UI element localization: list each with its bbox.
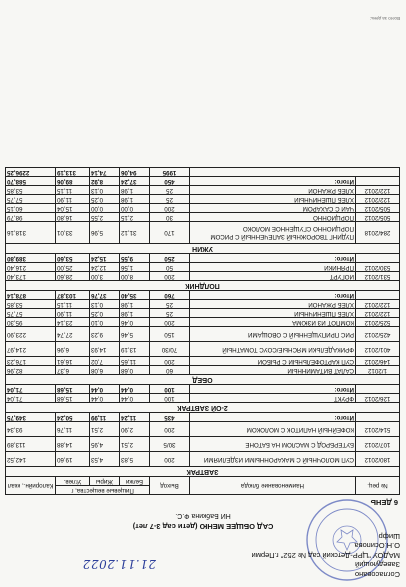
day-label: 6 ДЕНЬ xyxy=(370,498,398,507)
dish-yield: 200 xyxy=(150,452,190,467)
table-row xyxy=(6,222,400,244)
dish-kcal: 82,96 xyxy=(6,366,56,375)
total-protein: 35,40 xyxy=(120,291,150,300)
dish-fat: 0,00 xyxy=(90,204,120,213)
signature-date: 21.11.2022 xyxy=(82,557,156,571)
total-kcal: 349,75 xyxy=(6,413,56,422)
dish-protein: 13,19 xyxy=(120,342,150,357)
table-row xyxy=(6,186,400,195)
meal-header-row xyxy=(6,281,400,291)
total-label: Итого: xyxy=(190,385,356,394)
header-kcal: Калорийн., ккал xyxy=(6,477,56,495)
recipe-number: 505/2012 xyxy=(356,213,400,222)
meal-title: ПОЛДНИК xyxy=(6,281,400,291)
grand-total-yield: 1995 xyxy=(150,168,190,177)
dish-yield: 25 xyxy=(150,309,190,318)
dish-name: ПУДИНГ ТВОРОЖНЫЙ ЗАПЕЧЕННЫЙ С РИСОМ ПОРЦИОННО СГУЩЕННОЕ МОЛОКО xyxy=(190,222,356,244)
dish-carbs: 11,90 xyxy=(56,309,90,318)
dish-yield: 170 xyxy=(150,222,190,244)
total-spacer xyxy=(356,254,400,263)
total-spacer xyxy=(356,413,400,422)
dish-fat: 6,08 xyxy=(90,366,120,375)
meal-header-row xyxy=(6,467,400,477)
dish-name: ХЛЕБ ПШЕНИЧНЫЙ xyxy=(190,195,356,204)
table-row xyxy=(6,452,400,467)
dish-fat: 7,02 xyxy=(90,357,120,366)
dish-carbs: 25,00 xyxy=(56,263,90,272)
total-fat: 37,76 xyxy=(90,291,120,300)
recipe-number: 525/2012 xyxy=(356,318,400,327)
dish-carbs: 28,60 xyxy=(56,272,90,281)
total-yield: 250 xyxy=(150,254,190,263)
dish-yield: 60 xyxy=(150,366,190,375)
meal-header-row xyxy=(6,375,400,385)
recipe-number: 531/2012 xyxy=(356,272,400,281)
table-row xyxy=(6,327,400,342)
meal-title: 2-ОЙ ЗАВТРАК xyxy=(6,403,400,413)
total-fat: 15,24 xyxy=(90,254,120,263)
dish-kcal: 318,16 xyxy=(6,222,56,244)
dish-yield: 30/5 xyxy=(150,437,190,452)
nutritionist-name: НИ Бабкина Ф.С. xyxy=(175,512,231,519)
meal-total-row xyxy=(6,254,400,263)
total-kcal: 878,14 xyxy=(6,291,56,300)
table-row xyxy=(6,309,400,318)
total-kcal: 389,80 xyxy=(6,254,56,263)
dish-kcal: 60,15 xyxy=(6,204,56,213)
dish-kcal: 113,89 xyxy=(6,437,56,452)
meal-header-row xyxy=(6,403,400,413)
meal-header-row xyxy=(6,244,400,254)
table-row xyxy=(6,195,400,204)
dish-kcal: 223,90 xyxy=(6,327,56,342)
recipe-number: 122/2012 xyxy=(356,186,400,195)
dish-kcal: 176,23 xyxy=(6,357,56,366)
total-protein: 37,24 xyxy=(120,177,150,186)
recipe-number: 126/2012 xyxy=(356,394,400,403)
recipe-number: 122/2012 xyxy=(356,309,400,318)
recipe-number: 530/2012 xyxy=(356,263,400,272)
dish-fat: 0,10 xyxy=(90,318,120,327)
dish-yield: 200 xyxy=(150,272,190,281)
dish-kcal: 57,75 xyxy=(6,195,56,204)
dish-name: ХЛЕБ РЖАНОЙ xyxy=(190,300,356,309)
dish-protein: 1,98 xyxy=(120,186,150,195)
total-yield: 450 xyxy=(150,177,190,186)
recipe-number: 146/2012 xyxy=(356,357,400,366)
total-yield: 435 xyxy=(150,413,190,422)
dish-fat: 12,24 xyxy=(90,263,120,272)
dish-kcal: 216,40 xyxy=(6,263,56,272)
total-fat: 11,99 xyxy=(90,413,120,422)
meal-title: ЗАВТРАК xyxy=(6,467,400,477)
meal-total-row xyxy=(6,177,400,186)
recipe-number: 284/2018 xyxy=(356,222,400,244)
recipe-number: 401/2012 xyxy=(356,342,400,357)
dish-fat: 14,93 xyxy=(90,342,120,357)
table-row xyxy=(6,437,400,452)
dish-name: ПРЯНИКИ xyxy=(190,263,356,272)
table-row xyxy=(6,357,400,366)
dish-carbs: 11,90 xyxy=(56,195,90,204)
approval-block xyxy=(230,532,400,580)
table-row xyxy=(6,300,400,309)
recipe-number: 122/2012 xyxy=(356,195,400,204)
grand-total-protein: 94,06 xyxy=(120,168,150,177)
total-protein: 11,24 xyxy=(120,413,150,422)
dish-protein: 11,65 xyxy=(120,357,150,366)
dish-carbs: 11,76 xyxy=(56,422,90,437)
total-protein: 9,55 xyxy=(120,254,150,263)
dish-fat: 3,00 xyxy=(90,272,120,281)
meal-total-row xyxy=(6,385,400,394)
dish-kcal: 57,75 xyxy=(6,309,56,318)
dish-fat: 9,23 xyxy=(90,327,120,342)
table-row xyxy=(6,366,400,375)
dish-yield: 25 xyxy=(150,186,190,195)
dish-carbs: 27,74 xyxy=(56,327,90,342)
table-row xyxy=(6,204,400,213)
dish-carbs: 15,68 xyxy=(56,394,90,403)
total-spacer xyxy=(356,177,400,186)
total-carbs: 89,06 xyxy=(56,177,90,186)
approval-line: О.Н.Осипова xyxy=(354,541,400,551)
dish-carbs: 23,14 xyxy=(56,318,90,327)
total-protein: 0,44 xyxy=(120,385,150,394)
total-fat: 0,44 xyxy=(90,385,120,394)
dish-protein: 2,90 xyxy=(120,422,150,437)
dish-kcal: 71,04 xyxy=(6,394,56,403)
dish-name: ХЛЕБ РЖАНОЙ xyxy=(190,186,356,195)
dish-kcal: 93,34 xyxy=(6,422,56,437)
dish-kcal: 95,30 xyxy=(6,318,56,327)
dish-kcal: 53,85 xyxy=(6,300,56,309)
dish-fat: 0,13 xyxy=(90,186,120,195)
recipe-number: 425/2012 xyxy=(356,327,400,342)
dish-kcal: 142,52 xyxy=(6,452,56,467)
table-row xyxy=(6,318,400,327)
dish-yield: 25 xyxy=(150,300,190,309)
dish-name: ФРИКАДЕЛЬКИ МЯСНЫЕ/СОУС ТОМАТНЫЙ xyxy=(190,342,356,357)
dish-protein: 0,00 xyxy=(120,204,150,213)
dish-name: СУП КАРТОФЕЛЬНЫЙ С РЫБОЙ xyxy=(190,357,356,366)
total-carbs: 50,24 xyxy=(56,413,90,422)
dish-protein: 1,98 xyxy=(120,195,150,204)
footer-note xyxy=(6,12,400,21)
header-yield: Выход xyxy=(150,477,190,495)
table-row xyxy=(6,272,400,281)
dish-name: САЛАТ ВИТАМИННЫЙ xyxy=(190,366,356,375)
recipe-number: 1/2012 xyxy=(356,366,400,375)
dish-kcal: 214,97 xyxy=(6,342,56,357)
dish-name: КОФЕЙНЫЙ НАПИТОК С МОЛОКОМ xyxy=(190,422,356,437)
approval-line: Согласовано xyxy=(354,570,400,579)
dish-protein: 2,51 xyxy=(120,437,150,452)
dish-protein: 5,46 xyxy=(120,327,150,342)
dish-protein: 31,12 xyxy=(120,222,150,244)
dish-yield: 70/30 xyxy=(150,342,190,357)
dish-carbs: 16,61 xyxy=(56,357,90,366)
dish-protein: 0,46 xyxy=(120,318,150,327)
grand-total-fat: 74,14 xyxy=(90,168,120,177)
dish-yield: 25 xyxy=(150,195,190,204)
dish-carbs: 16,80 xyxy=(56,213,90,222)
dish-fat: 0,25 xyxy=(90,195,120,204)
dish-name: ХЛЕБ ПШЕНИЧНЫЙ xyxy=(190,309,356,318)
header-carbs: Углев. xyxy=(56,477,90,486)
dish-name: РИС ПРИПУЩЕННЫЙ С ОВОЩАМИ xyxy=(190,327,356,342)
dish-yield: 200 xyxy=(150,357,190,366)
header-dish-name: Наименование блюда xyxy=(190,477,356,495)
table-row xyxy=(6,263,400,272)
dish-carbs: 33,01 xyxy=(56,222,90,244)
dish-fat: 0,13 xyxy=(90,300,120,309)
dish-kcal: 173,40 xyxy=(6,272,56,281)
dish-fat: 2,51 xyxy=(90,422,120,437)
recipe-number: 514/2012 xyxy=(356,422,400,437)
dish-name: СУП МОЛОЧНЫЙ С МАКАРОННЫМИ ИЗДЕЛИЯМИ xyxy=(190,452,356,467)
dish-protein: 5,83 xyxy=(120,452,150,467)
dish-fat: 4,95 xyxy=(90,437,120,452)
dish-carbs: 14,88 xyxy=(56,437,90,452)
dish-yield: 150 xyxy=(150,327,190,342)
total-label: Итого: xyxy=(190,413,356,422)
dish-name: КОМПОТ ИЗ ИЗЮМА xyxy=(190,318,356,327)
grand-total-row xyxy=(6,168,400,177)
dish-protein: 2,15 xyxy=(120,213,150,222)
table-row xyxy=(6,422,400,437)
meal-title: УЖИН xyxy=(6,244,400,254)
table-row xyxy=(6,394,400,403)
dish-fat: 0,44 xyxy=(90,394,120,403)
dish-protein: 0,44 xyxy=(120,394,150,403)
recipe-number: 107/2012 xyxy=(356,437,400,452)
dish-kcal: 98,79 xyxy=(6,213,56,222)
header-nutrients: Пищевые вещества, г xyxy=(56,486,150,495)
total-fat: 8,92 xyxy=(90,177,120,186)
recipe-number: 122/2012 xyxy=(356,300,400,309)
dish-protein: 0,68 xyxy=(120,366,150,375)
meal-title: ОБЕД xyxy=(6,375,400,385)
recipe-number: 505/2012 xyxy=(356,204,400,213)
header-fat: Жиры xyxy=(90,477,120,486)
total-carbs: 53,60 xyxy=(56,254,90,263)
approval-line: МАДОУ "ЦРР-Детский сад № 252" г.Перми xyxy=(251,551,400,560)
total-label: Итого: xyxy=(190,177,356,186)
dish-fat: 5,96 xyxy=(90,222,120,244)
total-label: Итого: xyxy=(190,291,356,300)
dish-name: ЙОГУРТ xyxy=(190,272,356,281)
total-yield: 760 xyxy=(150,291,190,300)
dish-protein: 1,56 xyxy=(120,263,150,272)
total-yield: 100 xyxy=(150,385,190,394)
dish-protein: 8,00 xyxy=(120,272,150,281)
footer-text: Всего за день: xyxy=(369,16,400,21)
dish-yield: 30 xyxy=(150,213,190,222)
dish-name: БУТЕРБРОД С МАСЛОМ НА БАТОНЕ xyxy=(190,437,356,452)
dish-name: ФРУКТ xyxy=(190,394,356,403)
total-carbs: 103,87 xyxy=(56,291,90,300)
dish-name: ПОРЦИОННО xyxy=(190,213,356,222)
dish-carbs: 15,04 xyxy=(56,204,90,213)
dish-yield: 100 xyxy=(150,394,190,403)
dish-carbs: 11,15 xyxy=(56,300,90,309)
recipe-number: 180/2012 xyxy=(356,452,400,467)
approval-line: Заведующий xyxy=(355,560,400,570)
dish-yield: 200 xyxy=(150,204,190,213)
grand-total-kcal: 2296,25 xyxy=(6,168,56,177)
dish-yield: 50 xyxy=(150,263,190,272)
meal-total-row xyxy=(6,291,400,300)
header-recipe: № рец. xyxy=(356,477,400,495)
menu-table xyxy=(5,167,400,495)
dish-fat: 2,55 xyxy=(90,213,120,222)
dish-carbs: 6,96 xyxy=(56,342,90,357)
header-protein: Белки xyxy=(120,477,150,486)
total-kcal: 71,04 xyxy=(6,385,56,394)
table-row xyxy=(6,213,400,222)
table-row xyxy=(6,342,400,357)
dish-yield: 200 xyxy=(150,318,190,327)
dish-kcal: 53,85 xyxy=(6,186,56,195)
dish-fat: 0,25 xyxy=(90,309,120,318)
approval-line: Шифр xyxy=(378,532,400,541)
dish-carbs: 6,37 xyxy=(56,366,90,375)
dish-carbs: 19,60 xyxy=(56,452,90,467)
dish-protein: 1,98 xyxy=(120,300,150,309)
total-spacer xyxy=(356,385,400,394)
dish-yield: 200 xyxy=(150,422,190,437)
meal-total-row xyxy=(6,413,400,422)
total-spacer xyxy=(356,291,400,300)
dish-protein: 1,98 xyxy=(120,309,150,318)
dish-fat: 4,53 xyxy=(90,452,120,467)
dish-name: ЧАЙ С САХАРОМ xyxy=(190,204,356,213)
total-kcal: 588,70 xyxy=(6,177,56,186)
menu-table-body xyxy=(6,168,400,477)
dish-carbs: 11,15 xyxy=(56,186,90,195)
total-label: Итого: xyxy=(190,254,356,263)
document-title: САД ОБЩЕЕ МЕНЮ (дети сад 3-7 лет) xyxy=(132,522,274,531)
total-carbs: 15,68 xyxy=(56,385,90,394)
grand-total-carbs: 313,19 xyxy=(56,168,90,177)
grand-total-spacer xyxy=(190,168,400,177)
